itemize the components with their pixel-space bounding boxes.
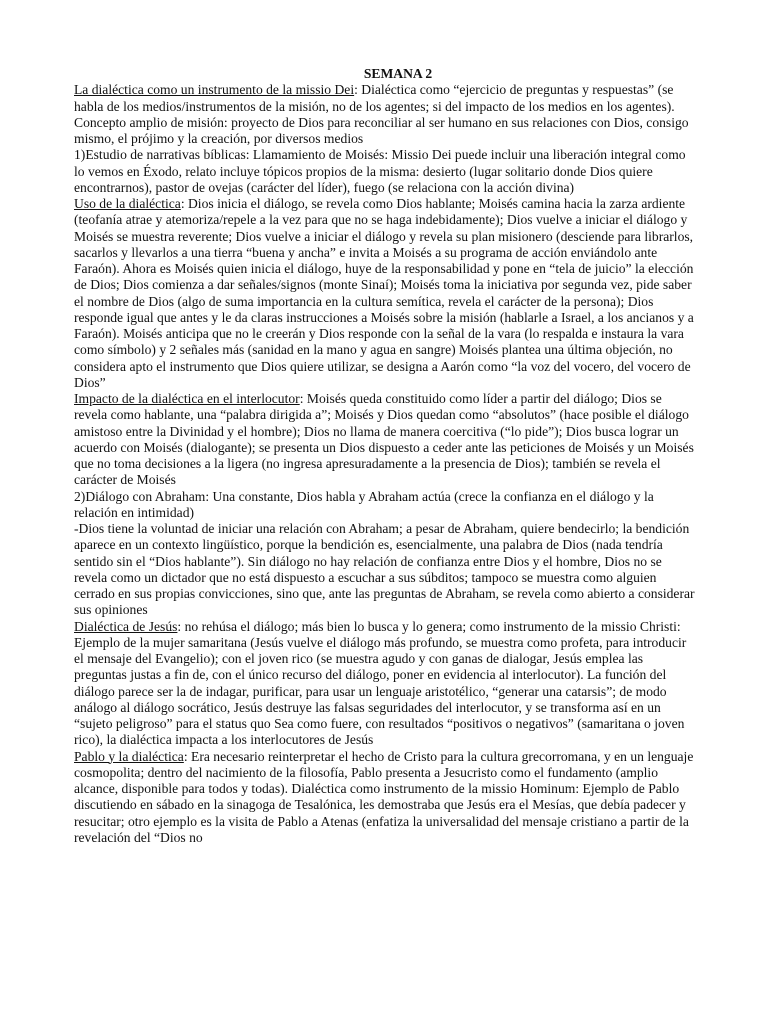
paragraph-abraham: [74, 489, 696, 522]
paragraph-impacto: [74, 391, 696, 489]
paragraph-text: 1)Estudio de narrativas bíblicas: Llamamiento de Moisés: Missio Dei puede incluir una liberación integral como lo vemos en Éxodo, relato incluye tópicos propios de la misma: desierto (lugar solitario donde Dios quiere encontrarnos), pastor de ovejas (carácter del líder), fuego (se relaciona con la acción divina): [74, 147, 686, 195]
section-heading: Dialéctica de Jesús: [74, 618, 178, 634]
paragraph-pablo: [74, 749, 696, 847]
section-heading: Uso de la dialéctica: [74, 196, 181, 211]
paragraph-text: : Moisés queda constituido como líder a partir del diálogo; Dios se revela como hablante, una “palabra dirigida a”; Moisés y Dios quedan como “absolutos” (hace posible el diálogo amistoso entre la Divinidad y el hombre); Dios no llama de manera coercitiva (“lo pide”); Dios busca lograr un acuerdo con Moisés (dialogante); se presenta un Dios dispuesto a ceder ante las peticiones de Moisés y un Moisés que no toma decisiones a la ligera (no ingresa apresuradamente a la presencia de Dios); también se revela el carácter de Moisés: [74, 391, 694, 488]
paragraph-missio-dei: [74, 82, 696, 147]
paragraph-jesus: [74, 619, 696, 749]
section-heading: Pablo y la dialéctica: [74, 748, 184, 764]
section-heading: Impacto de la dialéctica en el interlocutor: [74, 391, 300, 406]
paragraph-text: : no rehúsa el diálogo; más bien lo busca y lo genera; como instrumento de la missio Christi: Ejemplo de la mujer samaritana (Jesús vuelve el diálogo más profundo, se muestra como profeta, para introducir el mensaje del Evangelio); con el joven rico (se muestra agudo y con ganas de dialogar, Jesús emplea las preguntas justas a fin de, con el único recurso del diálogo, poner en evidencia al interlocutor). La función del diálogo parece ser la de indagar, purificar, para usar un lenguaje aristotélico, “generar una catarsis”; de modo análogo al diálogo socrático, Jesús destruye las falsas seguridades del interlocutor, y se transforma así en un “sujeto peligroso” para el status quo Sea como fuere, con resultados “positivos o negativos” (samaritana o joven rico), la dialéctica impacta a los interlocutores de Jesús: [74, 618, 687, 748]
document-title: SEMANA 2: [363, 66, 433, 81]
paragraph-text: -Dios tiene la voluntad de iniciar una relación con Abraham; a pesar de Abraham, quiere bendecirlo; la bendición aparece en un contexto lingüístico, porque la bendición es, esencialmente, una palabra de Dios (nada tendría sentido sin el “Dios hablante”). Sin diálogo no hay relación de confianza entre Dios y el hombre, Dios no se revela como un dictador que no está dispuesto a escuchar a sus súbditos; tampoco se muestra como alguien cerrado en sus propias convicciones, sino que, ante las preguntas de Abraham, se revela como abierto a considerar sus opiniones: [74, 521, 695, 618]
paragraph-abraham-relation: [74, 521, 696, 619]
paragraph-text: 2)Diálogo con Abraham: Una constante, Dios habla y Abraham actúa (crece la confianza en el diálogo y la relación en intimidad): [74, 488, 654, 520]
paragraph-moises-narrative: [74, 147, 696, 196]
paragraph-text: : Era necesario reinterpretar el hecho de Cristo para la cultura grecorromana, y en un lenguaje cosmopolita; dentro del nacimiento de la filosofía, Pablo presenta a Jesucristo como el fundamento (amplio alcance, disponible para todos y todas). Dialéctica como instrumento de la missio Hominum: Ejemplo de Pablo discutiendo en sábado en la sinagoga de Tesalónica, les demostraba que Jesús era el Mesías, que debía padecer y resucitar; otro ejemplo es la visita de Pablo a Atenas (enfatiza la universalidad del mensaje cristiano a partir de la revelación del “Dios no: [74, 748, 694, 845]
paragraph-uso-dialectica: [74, 196, 696, 391]
paragraph-text: : Dios inicia el diálogo, se revela como Dios hablante; Moisés camina hacia la zarza ardiente (teofanía atrae y atemoriza/repele a la vez para que no se haga indebidamente); Dios vuelve a iniciar el diálogo y Moisés se muestra reverente; Dios vuelve a iniciar el diálogo y revela su plan misionero (desciende para librarlos, sacarlos y llevarlos a una tierra “buena y ancha” e invita a Moisés a su programa de acción enviándolo ante Faraón). Ahora es Moisés quien inicia el diálogo, huye de la responsabilidad y pone en “tela de juicio” la elección de Dios; Dios comienza a dar señales/signos (monte Sinaí); Moisés toma la iniciativa por segunda vez, pide saber el nombre de Dios (algo de suma importancia en la cultura semítica, revela el carácter de la persona); Dios responde igual que antes y le da claras instrucciones a Moisés sobre la misión (hablarle a Israel, a los ancianos y a Faraón). Moisés anticipa que no le creerán y Dios responde con la señal de la vara (lo respalda e instaura la vara como símbolo) y 2 señales más (sanidad en la mano y agua en sangre) Moisés plantea una última objeción, no considera apto el instrumento que Dios quiere utilizar, se designa a Aarón como “la voz del vocero, del vocero de Dios”: [74, 196, 694, 390]
document-page: [74, 66, 696, 846]
section-heading: La dialéctica como un instrumento de la missio Dei: [74, 82, 355, 98]
paragraph-text: : Dialéctica como “ejercicio de preguntas y respuestas” (se habla de los medios/instrumentos de la misión, no de los agentes; si del impacto de los medios en los agentes). Concepto amplio de misión: proyecto de Dios para reconciliar al ser humano en sus relaciones con Dios, consigo mismo, el prójimo y la creación, por diversos medios: [74, 82, 689, 146]
